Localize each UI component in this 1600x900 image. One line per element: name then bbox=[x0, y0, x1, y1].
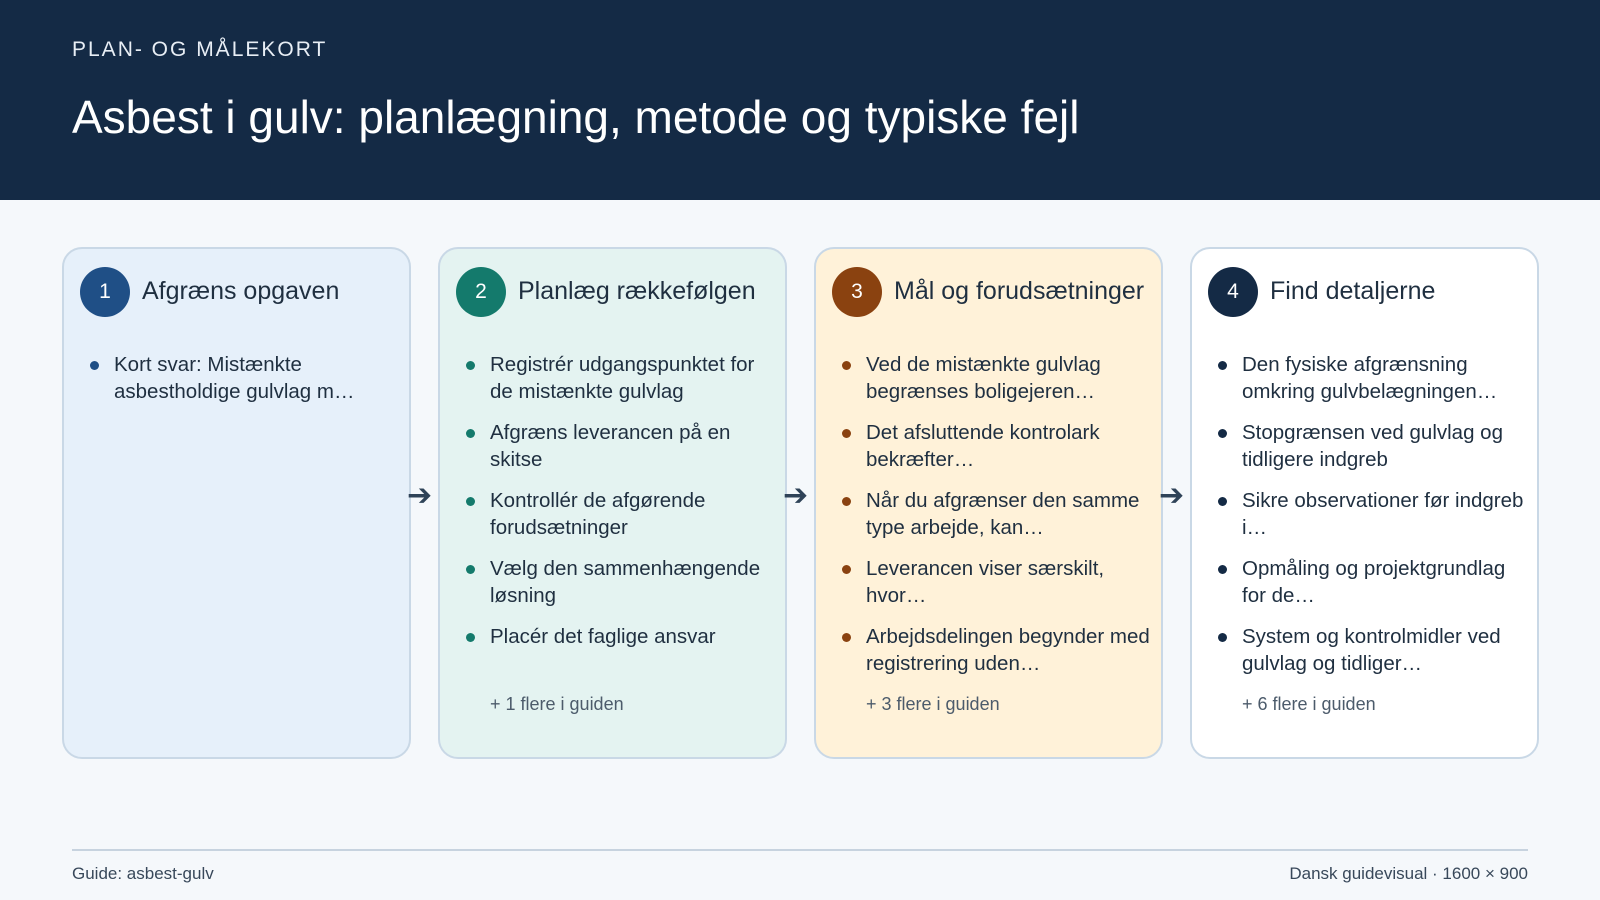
bullet-icon bbox=[842, 497, 851, 506]
list-item-text: Kort svar: Mistænkte asbestholdige gulvlag m… bbox=[114, 353, 355, 403]
arrow-right-icon: ➔ bbox=[407, 479, 433, 512]
list-item bbox=[466, 419, 776, 473]
list-item bbox=[842, 623, 1152, 677]
list-item bbox=[1218, 555, 1528, 609]
eyebrow-label: PLAN- OG MÅLEKORT bbox=[72, 38, 328, 61]
arrow-right-icon: ➔ bbox=[1159, 479, 1185, 512]
footer-meta-label: Dansk guidevisual · 1600 × 900 bbox=[1289, 864, 1528, 883]
list-item bbox=[842, 419, 1152, 473]
bullet-icon bbox=[842, 429, 851, 438]
list-item-text: Ved de mistænkte gulvlag begrænses boligejeren… bbox=[866, 353, 1101, 403]
arrow-right-icon: ➔ bbox=[783, 479, 809, 512]
list-item-text: Leverancen viser særskilt, hvor… bbox=[866, 557, 1105, 607]
bullet-icon bbox=[1218, 361, 1227, 370]
step-title: Planlæg rækkefølgen bbox=[518, 277, 756, 305]
step-list bbox=[90, 351, 400, 419]
bullet-icon bbox=[1218, 429, 1227, 438]
step-number-badge: 3 bbox=[832, 267, 882, 317]
bullet-icon bbox=[466, 633, 475, 642]
list-item-text: Stopgrænsen ved gulvlag og tidligere indgreb bbox=[1242, 421, 1503, 471]
list-item bbox=[466, 487, 776, 541]
step-list bbox=[466, 351, 776, 664]
list-item bbox=[466, 351, 776, 405]
step-number-badge: 4 bbox=[1208, 267, 1258, 317]
list-item-text: System og kontrolmidler ved gulvlag og tidliger… bbox=[1242, 625, 1501, 675]
bullet-icon bbox=[842, 565, 851, 574]
list-item bbox=[90, 351, 400, 405]
footer-divider bbox=[72, 849, 1528, 851]
page-title: Asbest i gulv: planlægning, metode og typiske fejl bbox=[72, 91, 1080, 143]
footer-guide-label: Guide: asbest-gulv bbox=[72, 864, 214, 883]
step-list bbox=[1218, 351, 1528, 691]
list-item bbox=[466, 555, 776, 609]
list-item-text: Når du afgrænser den samme type arbejde, kan… bbox=[866, 489, 1140, 539]
list-item-text: Arbejdsdelingen begynder med registrering uden… bbox=[866, 625, 1150, 675]
step-card-1 bbox=[62, 247, 411, 759]
step-title: Mål og forudsætninger bbox=[894, 277, 1145, 305]
bullet-icon bbox=[466, 565, 475, 574]
step-list bbox=[842, 351, 1152, 691]
bullet-icon bbox=[90, 361, 99, 370]
bullet-icon bbox=[842, 361, 851, 370]
bullet-icon bbox=[842, 633, 851, 642]
list-item-text: Afgræns leverancen på en skitse bbox=[490, 421, 731, 471]
more-in-guide-label: + 3 flere i guiden bbox=[866, 694, 1000, 714]
list-item-text: Placér det faglige ansvar bbox=[490, 625, 716, 648]
bullet-icon bbox=[466, 429, 475, 438]
step-card-2 bbox=[438, 247, 787, 759]
step-title: Find detaljerne bbox=[1270, 277, 1436, 305]
step-number-badge: 1 bbox=[80, 267, 130, 317]
list-item-text: Registrér udgangspunktet for de mistænkte gulvlag bbox=[490, 353, 755, 403]
list-item-text: Det afsluttende kontrolark bekræfter… bbox=[866, 421, 1100, 471]
bullet-icon bbox=[1218, 565, 1227, 574]
list-item bbox=[1218, 487, 1528, 541]
list-item bbox=[842, 555, 1152, 609]
bullet-icon bbox=[1218, 633, 1227, 642]
step-card-3 bbox=[814, 247, 1163, 759]
list-item-text: Den fysiske afgrænsning omkring gulvbelægningen… bbox=[1242, 353, 1498, 403]
step-title: Afgræns opgaven bbox=[142, 277, 340, 305]
list-item bbox=[842, 487, 1152, 541]
bullet-icon bbox=[466, 361, 475, 370]
step-number-badge: 2 bbox=[456, 267, 506, 317]
step-card-4 bbox=[1190, 247, 1539, 759]
list-item bbox=[842, 351, 1152, 405]
more-in-guide-label: + 6 flere i guiden bbox=[1242, 694, 1376, 714]
list-item bbox=[466, 623, 776, 650]
list-item-text: Opmåling og projektgrundlag for de… bbox=[1242, 557, 1506, 607]
header-banner bbox=[0, 0, 1600, 200]
list-item bbox=[1218, 419, 1528, 473]
bullet-icon bbox=[466, 497, 475, 506]
list-item-text: Sikre observationer før indgreb i… bbox=[1242, 489, 1524, 539]
bullet-icon bbox=[1218, 497, 1227, 506]
list-item bbox=[1218, 351, 1528, 405]
step-cards bbox=[62, 247, 1540, 759]
list-item-text: Kontrollér de afgørende forudsætninger bbox=[490, 489, 706, 539]
list-item bbox=[1218, 623, 1528, 677]
more-in-guide-label: + 1 flere i guiden bbox=[490, 694, 624, 714]
list-item-text: Vælg den sammenhængende løsning bbox=[490, 557, 761, 607]
